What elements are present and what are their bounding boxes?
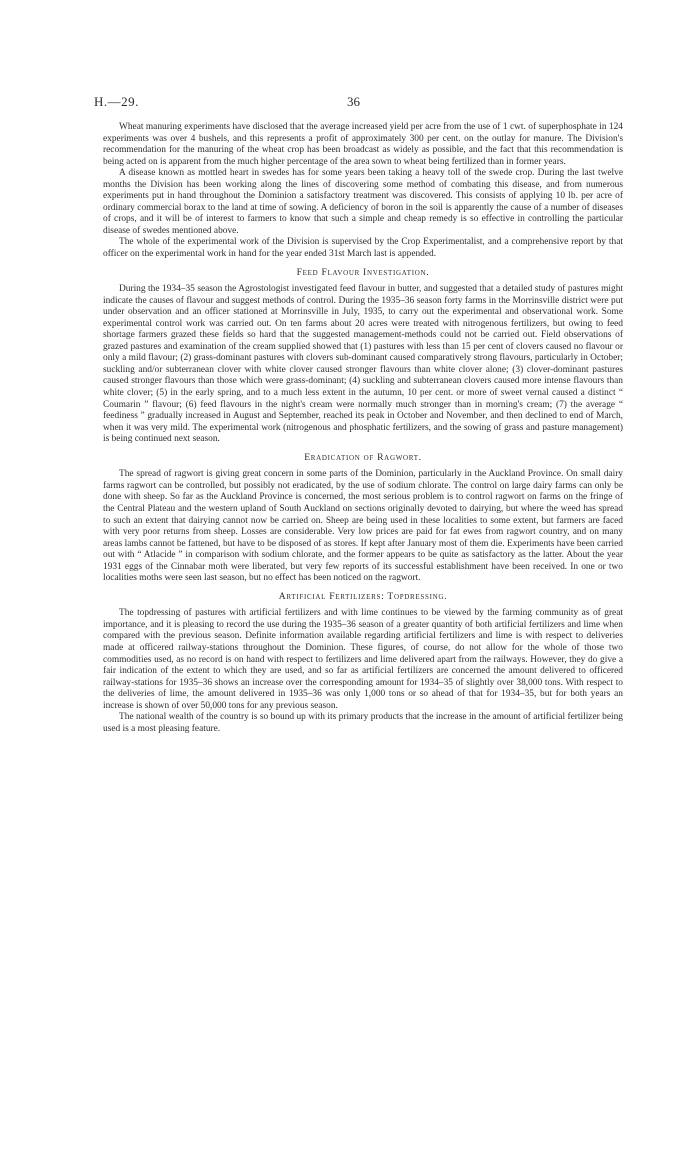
- paragraph-mottled-heart: A disease known as mottled heart in swedes has for some years been taking a heavy toll of the swede crop. During the last twelve months the Division has been working along the lines of discovering some method of combating this disease, and from numerous experiments put in hand throughout the Dominion a satisfactory treatment was discovered. This consists of applying 10 lb. per acre of ordinary commercial borax to the land at time of sowing. A deficiency of boron in the soil is apparently the cause of a number of diseases of crops, and it will be of interest to farmers to know that such a simple and cheap remedy is so effective in controlling the particular disease of swedes mentioned above.: [103, 168, 623, 236]
- paragraph-topdressing: The topdressing of pastures with artificial fertilizers and with lime continues to be viewed by the farming community as of great importance, and it is pleasing to record the use during the 1935–36 season of a greater quantity of both artificial fertilizers and lime when compared with the previous season. Definite information available regarding artificial fertilizers and lime is with respect to deliveries made at officered railway-stations throughout the Dominion. These figures, of course, do not allow for the whole of those two commodities used, as no record is on hand with respect to fertilizers and lime delivered apart from the railways. However, they do give a fair indication of the extent to which they are used, and so far as artificial fertilizers are concerned the amount delivered to officered railway-stations for 1935–36 shows an increase over the corresponding amount for 1934–35 of slightly over 38,000 tons. With respect to the deliveries of lime, the amount delivered in 1935–36 was only 1,000 tons or so ahead of that for 1934–35, but for both years an increase is shown of over 50,000 tons for any previous season.: [103, 608, 623, 711]
- paragraph-feed-flavour: During the 1934–35 season the Agrostologist investigated feed flavour in butter, and suggested that a detailed study of pastures might indicate the causes of flavour and suggest methods of control. During the 1935–36 season forty farms in the Morrinsville district were put under observation and an officer stationed at Morrinsville in July, 1935, to carry out the experimental and observational work. Some experimental control work was carried out. On ten farms about 20 acres were treated with nitrogenous fertilizers, but owing to feed shortage farmers grazed these fields so hard that the suggested management-methods could not be carried out. Field observations of grazed pastures and examination of the cream supplied showed that (1) pastures with less than 15 per cent of clovers caused no flavour or only a mild flavour; (2) grass-dominant pastures with clovers sub-dominant caused comparatively strong flavours, particularly in October; suckling and/or subterranean clover with white clover caused stronger flavours than white clover alone; (3) clover-dominant pastures caused stronger flavours than those which were grass-dominant; (4) suckling and subterranean clovers caused more intense flavours than white clover; (5) in the early spring, and to a much less extent in the autumn, 10 per cent. or more of sweet vernal caused a distinct “ Coumarin ” flavour; (6) feed flavours in the night's cream were normally much stronger than in morning's cream; (7) the average “ feediness ” gradually increased in August and September, reached its peak in October and November, and then declined to end of March, when it was very mild. The experimental work (nitrogenous and phosphatic fertilizers, and the sowing of grass and pasture management) is being continued next season.: [103, 284, 623, 445]
- paragraph-crop-experimentalist: The whole of the experimental work of the Division is supervised by the Crop Experimentalist, and a comprehensive report by that officer on the experimental work in hand for the year ended 31st March last is appended.: [103, 237, 623, 260]
- page-number: 36: [347, 94, 360, 109]
- page-reference: H.—29.: [94, 94, 139, 109]
- heading-feed-flavour: Feed Flavour Investigation.: [296, 266, 430, 278]
- page-body: [103, 122, 623, 735]
- paragraph-wheat-manuring: Wheat manuring experiments have disclosed that the average increased yield per acre from the use of 1 cwt. of superphosphate in 124 experiments was over 4 bushels, and this represents a profit of approximately 300 per cent. on the outlay for manure. The Division's recommendation for the manuring of the wheat crop has been broadcast as widely as possible, and the fact that this recommendation is being acted on is apparent from the much higher percentage of the area sown to wheat being fertilized than in former years.: [103, 122, 623, 167]
- heading-ragwort: Eradication of Ragwort.: [304, 451, 422, 463]
- paragraph-ragwort: The spread of ragwort is giving great concern in some parts of the Dominion, particularly in the Auckland Province. On small dairy farms ragwort can be controlled, but possibly not eradicated, by the use of sodium chlorate. The control on large dairy farms can only be done with sheep. So far as the Auckland Province is concerned, the most serious problem is to control ragwort on farms on the fringe of the Central Plateau and the western upland of South Auckland on sections originally devoted to dairying, but where the weed has spread to such an extent that dairying cannot now be carried on. Sheep are being used in these localities to some extent, but farmers are faced with very poor returns from sheep. Losses are considerable. Very low prices are paid for fat ewes from ragwort country, and on many areas lambs cannot be fattened, but have to be disposed of as stores. If kept after January most of them die. Experiments have been carried out with “ Atlacide ” in comparison with sodium chlorate, and the former appears to be quite as satisfactory as the latter. About the year 1931 eggs of the Cinnabar moth were liberated, but very few reports of its successful establishment have been received. In one or two localities moths were seen last season, but no effect has been noticed on the ragwort.: [103, 469, 623, 584]
- heading-fertilizers: Artificial Fertilizers: Topdressing.: [278, 590, 448, 602]
- paragraph-national-wealth: The national wealth of the country is so bound up with its primary products that the increase in the amount of artificial fertilizer being used is a most pleasing feature.: [103, 712, 623, 734]
